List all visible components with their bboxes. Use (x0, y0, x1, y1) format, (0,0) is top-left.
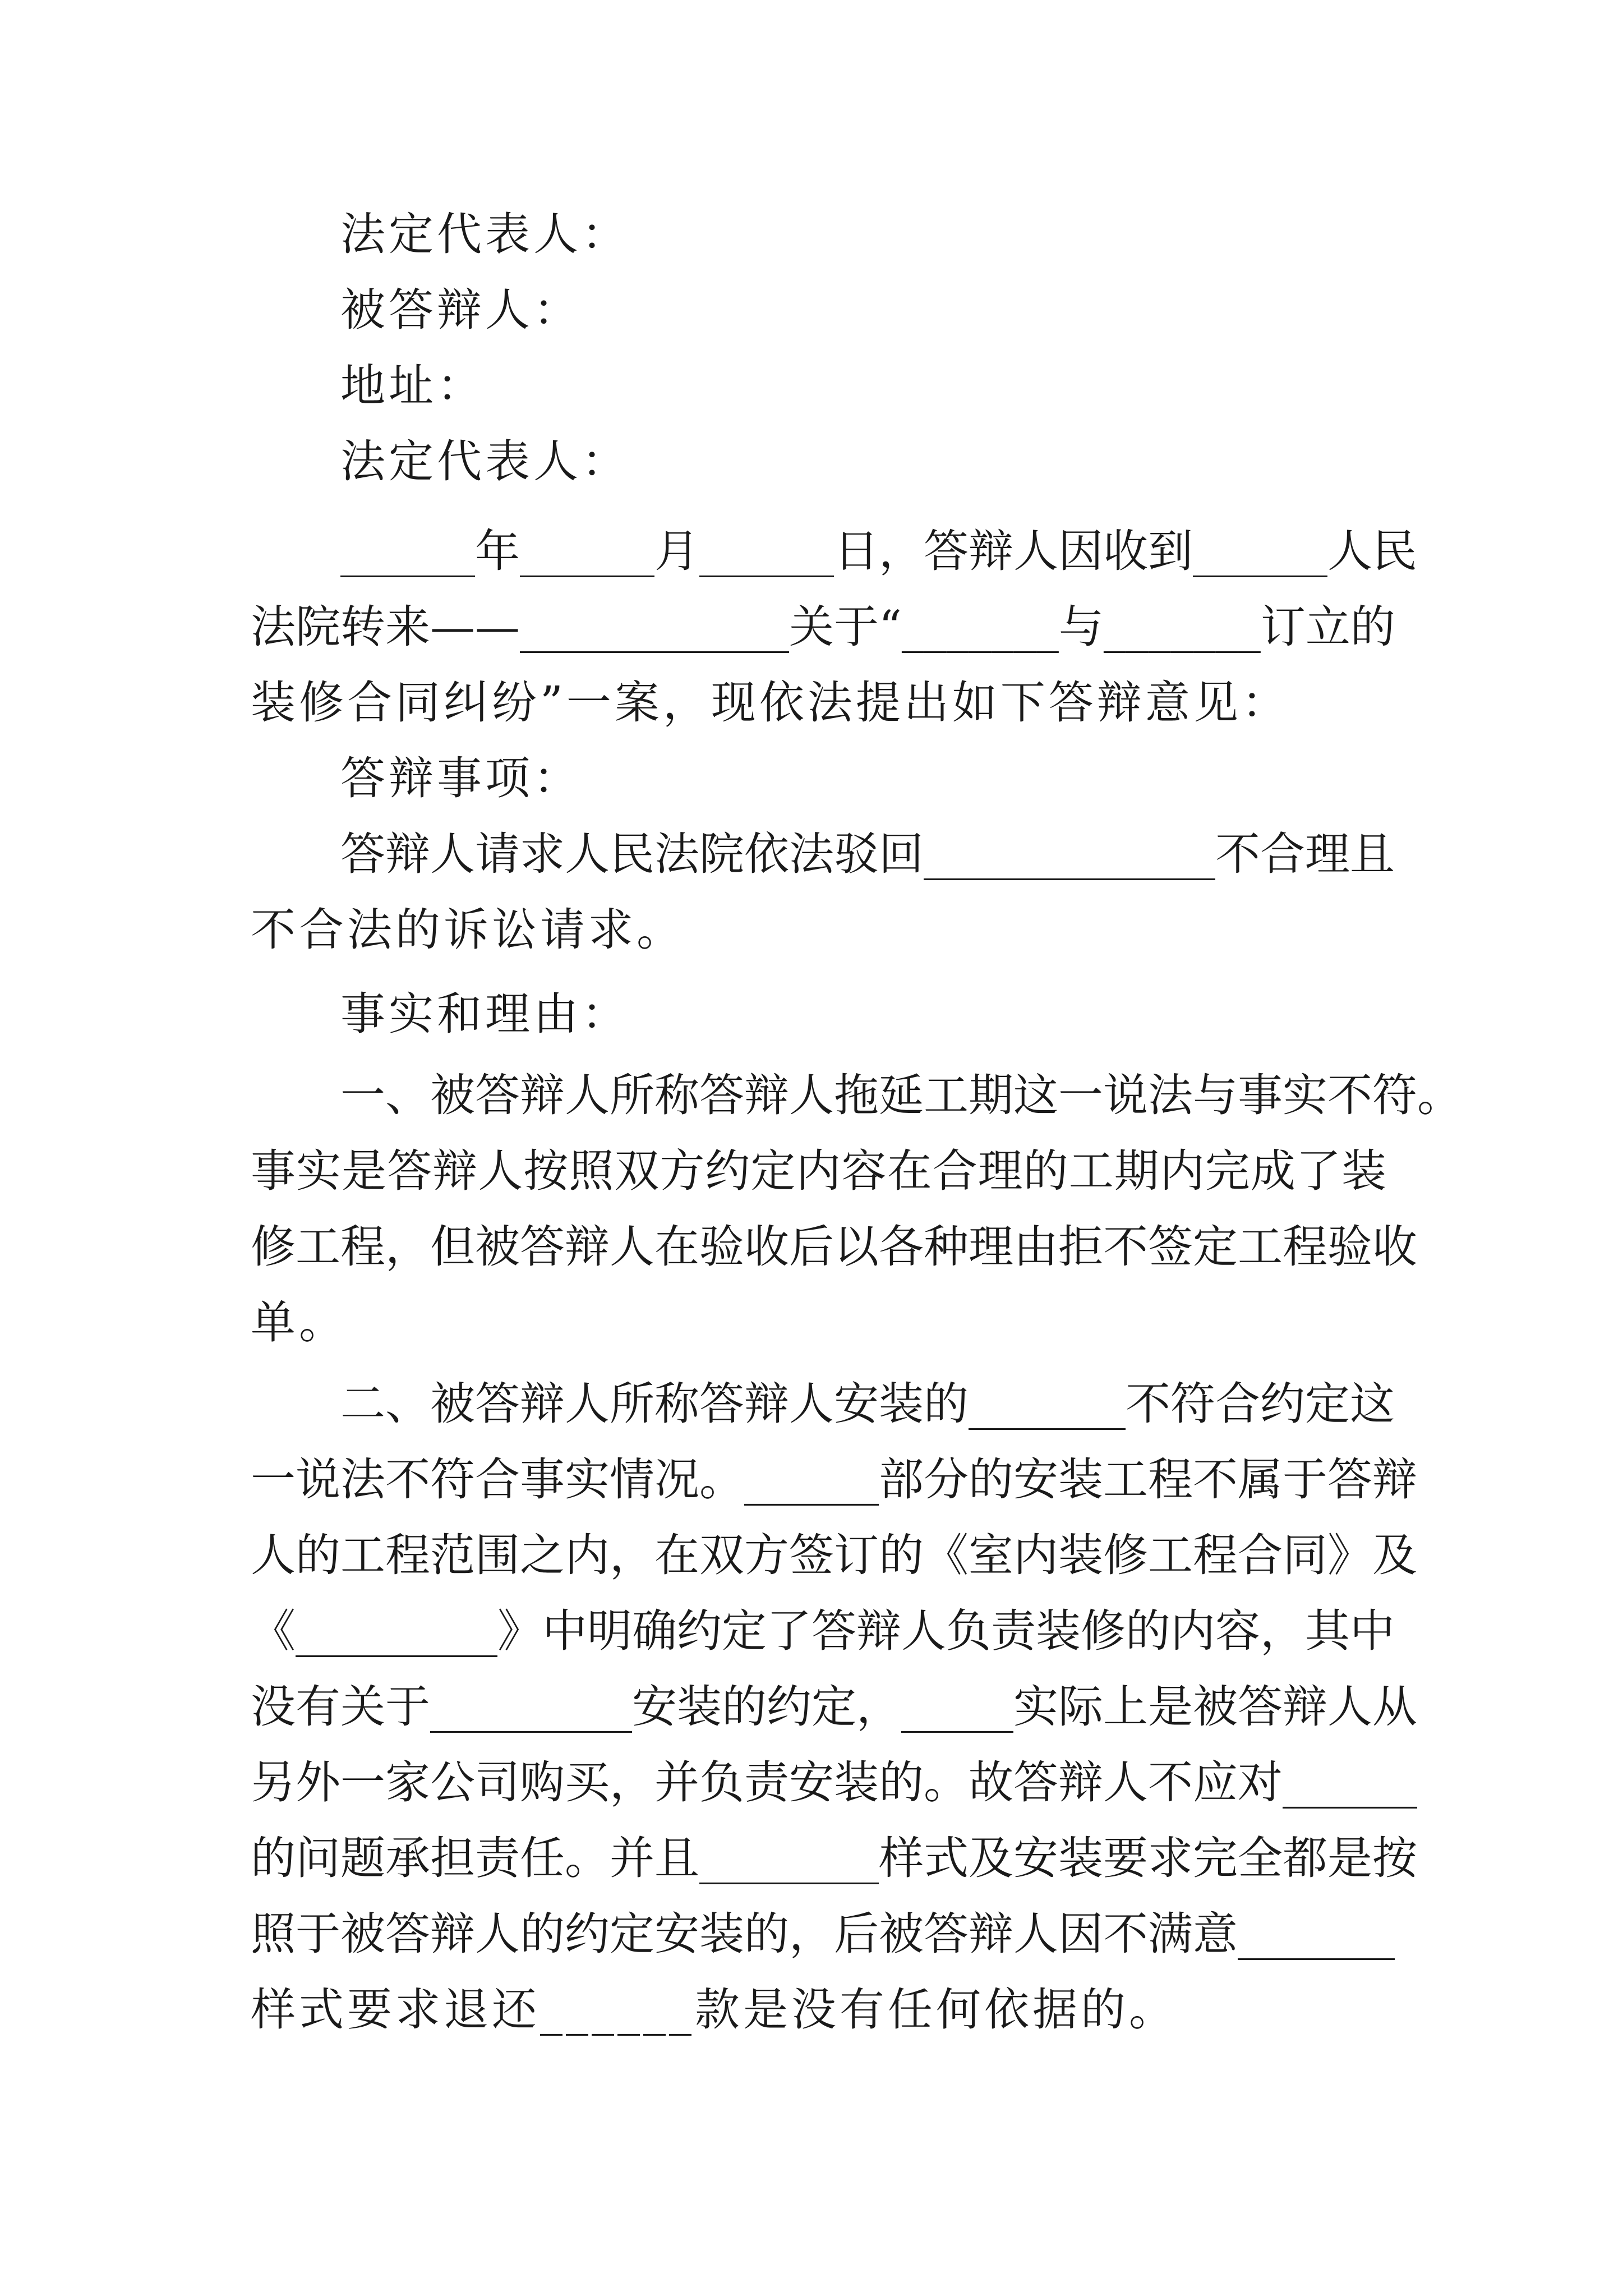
point-two-line: 另外一家公司购买，并负责安装的。故答辩人不应对______ (251, 1756, 1417, 1809)
point-two-line: 没有关于_________安装的约定，_____实际上是被答辩人从 (251, 1681, 1417, 1733)
point-one-line: 一、被答辩人所称答辩人拖延工期这一说法与事实不符。 (340, 1069, 1462, 1121)
point-two-line: 照于被答辩人的约定安装的，后被答辩人因不满意_______ (251, 1908, 1395, 1960)
point-two-line: 样式要求退还______款是没有任何依据的。 (251, 1984, 1177, 2036)
point-one-line: 事实是答辩人按照双方约定内容在合理的工期内完成了装 (251, 1145, 1386, 1197)
point-one-line: 单。 (251, 1296, 347, 1349)
intro-line: 装修合同纠纷”一案，现依法提出如下答辩意见： (251, 677, 1290, 729)
point-two-line: 一说法不符合事实情况。______部分的安装工程不属于答辩 (251, 1453, 1417, 1506)
legal-representative-label-2: 法定代表人： (340, 435, 630, 487)
defense-items-heading: 答辩事项： (340, 752, 582, 804)
facts-heading: 事实和理由： (340, 988, 630, 1040)
legal-representative-label: 法定代表人： (340, 208, 630, 260)
point-two-line: 人的工程范围之内，在双方签订的《室内装修工程合同》及 (251, 1529, 1417, 1581)
respondent-label: 被答辩人： (340, 284, 582, 336)
address-label: 地址： (340, 360, 485, 412)
point-two-line: 的问题承担责任。并且________样式及安装要求完全都是按 (251, 1832, 1417, 1884)
intro-line: ______年______月______日，答辩人因收到______人民 (340, 525, 1417, 577)
point-two-line: 《_________》中明确约定了答辩人负责装修的内容，其中 (251, 1605, 1395, 1657)
intro-line: 法院转来——____________关于“_______与_______订立的 (251, 601, 1395, 653)
point-two-line: 二、被答辩人所称答辩人安装的_______不符合约定这 (340, 1378, 1395, 1430)
point-one-line: 修工程，但被答辩人在验收后以各种理由拒不签定工程验收 (251, 1221, 1417, 1273)
defense-items-line: 答辩人请求人民法院依法驳回_____________不合理且 (340, 828, 1395, 880)
defense-items-line: 不合法的诉讼请求。 (251, 904, 685, 956)
